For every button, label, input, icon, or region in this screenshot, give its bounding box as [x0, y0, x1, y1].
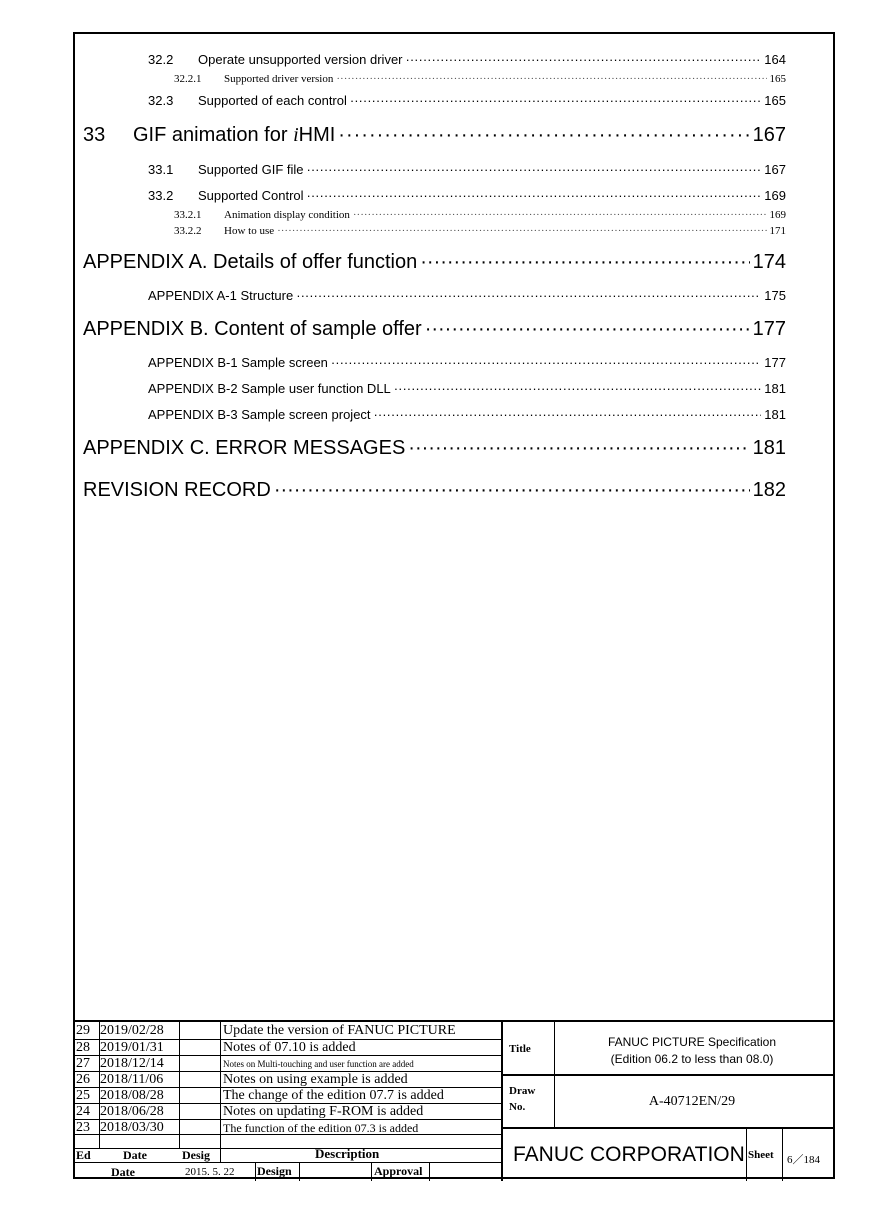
revision-date: 2018/12/14 — [100, 1056, 164, 1071]
toc-entry-number: 32.2 — [148, 52, 174, 67]
revision-description: Update the version of FANUC PICTURE — [223, 1023, 456, 1038]
revision-date: 2019/01/31 — [100, 1040, 164, 1055]
toc-leader-dots — [374, 407, 762, 422]
revision-description: The change of the edition 07.7 is added — [223, 1088, 444, 1103]
toc-leader-dots — [274, 479, 750, 502]
header-date: Date — [123, 1148, 147, 1162]
toc-entry-number: 33.1 — [148, 162, 174, 177]
toc-entry-page: 169 — [769, 209, 786, 221]
toc-entry-page: 177 — [764, 355, 786, 370]
page-frame — [73, 32, 835, 1179]
toc-leader-dots — [420, 251, 749, 274]
toc-appendix-entry[interactable] — [83, 479, 786, 502]
revision-edition: 29 — [76, 1023, 90, 1038]
toc-entry[interactable] — [148, 355, 786, 370]
revision-date: 2018/03/30 — [100, 1120, 164, 1135]
title-block — [73, 1020, 835, 1181]
revision-date: 2018/11/06 — [100, 1072, 164, 1087]
toc-leader-dots — [353, 209, 767, 221]
toc-leader-dots — [408, 437, 749, 460]
toc-entry-number: 33 — [83, 124, 106, 146]
revision-date: 2018/08/28 — [100, 1088, 164, 1103]
footer-date-value: 2015. 5. 22 — [185, 1166, 235, 1178]
toc-entry-page: 164 — [764, 52, 786, 67]
toc-leader-dots — [425, 318, 750, 341]
toc-leader-dots — [350, 93, 761, 108]
revision-date: 2018/06/28 — [100, 1104, 164, 1119]
revision-date: 2019/02/28 — [100, 1023, 164, 1038]
toc-entry-number: 33.2.2 — [174, 225, 202, 237]
header-description: Description — [315, 1146, 380, 1161]
toc-entry-title: APPENDIX A-1 Structure — [148, 288, 294, 303]
toc-leader-dots — [336, 73, 766, 85]
toc-appendix-entry[interactable] — [83, 251, 786, 274]
toc-entry-page: 171 — [769, 225, 786, 237]
toc-entry-title: APPENDIX A. Details of offer function — [83, 251, 418, 273]
toc-appendix-entry[interactable] — [83, 437, 786, 460]
header-desig: Desig — [182, 1148, 210, 1162]
toc-entry-number: 32.2.1 — [174, 73, 202, 85]
footer-date-label: Date — [111, 1165, 135, 1179]
toc-entry-page: 167 — [752, 124, 786, 146]
toc-entry-page: 167 — [764, 162, 786, 177]
toc-entry-title: Supported driver version — [224, 73, 334, 85]
toc-leader-dots — [307, 162, 762, 177]
toc-entry[interactable] — [148, 288, 786, 303]
toc-appendix-entry[interactable] — [83, 318, 786, 341]
revision-edition: 23 — [76, 1120, 90, 1135]
toc-entry[interactable] — [174, 73, 786, 85]
toc-entry-title: Supported of each control — [198, 93, 347, 108]
toc-entry-page: 169 — [764, 188, 786, 203]
toc-entry-title: How to use — [224, 225, 275, 237]
toc-leader-dots — [331, 355, 761, 370]
toc-leader-dots — [406, 52, 762, 67]
toc-entry-title: REVISION RECORD — [83, 479, 271, 501]
draw-no-label: Draw No. — [509, 1085, 536, 1113]
toc-entry-number: 32.3 — [148, 93, 174, 108]
header-ed: Ed — [76, 1148, 91, 1162]
toc-entry[interactable] — [148, 93, 786, 108]
toc-entry[interactable] — [148, 188, 786, 203]
toc-entry-number: 33.2.1 — [174, 209, 202, 221]
revision-edition: 27 — [76, 1056, 90, 1071]
company-name: FANUC CORPORATION — [513, 1143, 745, 1166]
toc-entry-title: Operate unsupported version driver — [198, 52, 403, 67]
footer-approval-label: Approval — [374, 1164, 423, 1178]
toc-entry-page: 174 — [752, 251, 786, 273]
toc-entry-title: APPENDIX B-3 Sample screen project — [148, 407, 371, 422]
revision-description: Notes on Multi-touching and user function are added — [223, 1059, 414, 1069]
footer-design-label: Design — [257, 1164, 292, 1178]
toc-entry[interactable] — [148, 407, 786, 422]
toc-entry[interactable] — [148, 162, 786, 177]
toc-entry[interactable] — [174, 209, 786, 221]
toc-entry-title: APPENDIX B-2 Sample user function DLL — [148, 381, 391, 396]
toc-chapter-entry[interactable] — [83, 124, 786, 147]
sheet-label: Sheet — [748, 1149, 774, 1161]
revision-description: Notes of 07.10 is added — [223, 1040, 356, 1055]
revision-edition: 26 — [76, 1072, 90, 1087]
toc-entry-page: 165 — [769, 73, 786, 85]
revision-edition: 25 — [76, 1088, 90, 1103]
toc-entry-title: Animation display condition — [224, 209, 350, 221]
title-label: Title — [509, 1043, 531, 1055]
toc-leader-dots — [307, 188, 762, 203]
revision-description: Notes on using example is added — [223, 1072, 408, 1087]
toc-leader-dots — [277, 225, 766, 237]
toc-entry-title: GIF animation for iHMI — [133, 124, 336, 146]
toc-entry-page: 175 — [764, 288, 786, 303]
toc-entry-title: Supported GIF file — [198, 162, 304, 177]
toc-entry-page: 181 — [764, 407, 786, 422]
sheet-number: 6／184 — [787, 1154, 820, 1166]
toc-entry-page: 181 — [752, 437, 786, 459]
toc-entry[interactable] — [148, 381, 786, 396]
document-title: FANUC PICTURE Specification (Edition 06.2 to less than 08.0) — [607, 1035, 777, 1066]
toc-leader-dots — [296, 288, 761, 303]
drawing-number: A-40712EN/29 — [648, 1094, 736, 1109]
toc-entry[interactable] — [174, 225, 786, 237]
toc-entry-page: 182 — [752, 479, 786, 501]
revision-edition: 28 — [76, 1040, 90, 1055]
revision-description: The function of the edition 07.3 is added — [223, 1121, 419, 1135]
toc-entry-page: 177 — [752, 318, 786, 340]
toc-entry-number: 33.2 — [148, 188, 174, 203]
toc-leader-dots — [394, 381, 762, 396]
toc-entry-title: Supported Control — [198, 188, 304, 203]
toc-entry[interactable] — [148, 52, 786, 67]
toc-entry-page: 181 — [764, 381, 786, 396]
revision-edition: 24 — [76, 1104, 90, 1119]
toc-entry-title: APPENDIX C. ERROR MESSAGES — [83, 437, 406, 459]
toc-leader-dots — [338, 124, 749, 147]
toc-entry-title: APPENDIX B-1 Sample screen — [148, 355, 328, 370]
toc-entry-title: APPENDIX B. Content of sample offer — [83, 318, 422, 340]
toc-entry-page: 165 — [764, 93, 786, 108]
revision-description: Notes on updating F-ROM is added — [223, 1104, 424, 1119]
